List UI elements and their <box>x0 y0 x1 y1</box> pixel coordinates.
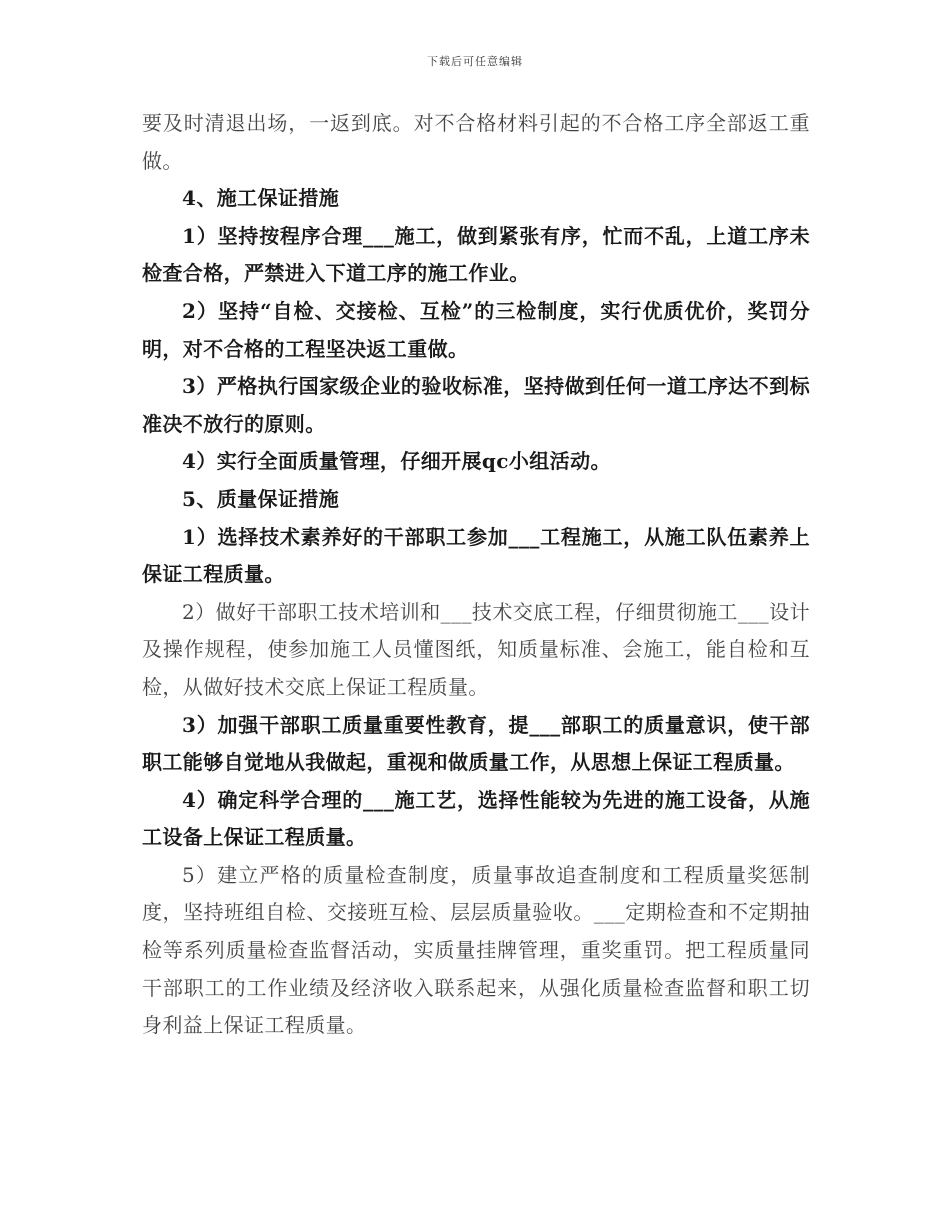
paragraph-9: 2）做好干部职工技术培训和___技术交底工程，仔细贯彻施工___设计及操作规程，使参加施工人员懂图纸，知质量标准、会施工，能自检和互检，从做好技术交底上保证工程质量。 <box>142 599 810 699</box>
paragraph-11: 4）确定科学合理的___施工艺，选择性能较为先进的施工设备，从施工设备上保证工程质量。 <box>142 787 810 850</box>
paragraph-6: 4）实行全面质量管理，仔细开展qc小组活动。 <box>182 449 611 474</box>
paragraph-7: 5、质量保证措施 <box>182 486 340 511</box>
document-body <box>142 105 810 1045</box>
page-header: 下载后可任意编辑 <box>427 55 523 68</box>
paragraph-8: 1）选择技术素养好的干部职工参加___工程施工，从施工队伍素养上保证工程质量。 <box>142 524 810 587</box>
paragraph-12: 5）建立严格的质量检查制度，质量事故追查制度和工程质量奖惩制度，坚持班组自检、交接班互检、层层质量验收。___定期检查和不定期抽检等系列质量检查监督活动，实质量挂牌管理，重奖重罚。把工程质量同干部职工的工作业绩及经济收入联系起来，从强化质量检查监督和职工切身利益上保证工程质量。 <box>142 862 810 1038</box>
paragraph-3: 1）坚持按程序合理___施工，做到紧张有序，忙而不乱，上道工序未检查合格，严禁进入下道工序的施工作业。 <box>142 223 810 286</box>
paragraph-4: 2）坚持“自检、交接检、互检”的三检制度，实行优质优价，奖罚分明，对不合格的工程坚决返工重做。 <box>142 298 810 361</box>
paragraph-10: 3）加强干部职工质量重要性教育，提___部职工的质量意识，使干部职工能够自觉地从我做起，重视和做质量工作，从思想上保证工程质量。 <box>142 712 810 775</box>
paragraph-1: 要及时清退出场，一返到底。对不合格材料引起的不合格工序全部返工重做。 <box>142 111 810 173</box>
paragraph-2: 4、施工保证措施 <box>182 186 340 211</box>
paragraph-5: 3）严格执行国家级企业的验收标准，坚持做到任何一道工序达不到标准决不放行的原则。 <box>142 374 810 436</box>
